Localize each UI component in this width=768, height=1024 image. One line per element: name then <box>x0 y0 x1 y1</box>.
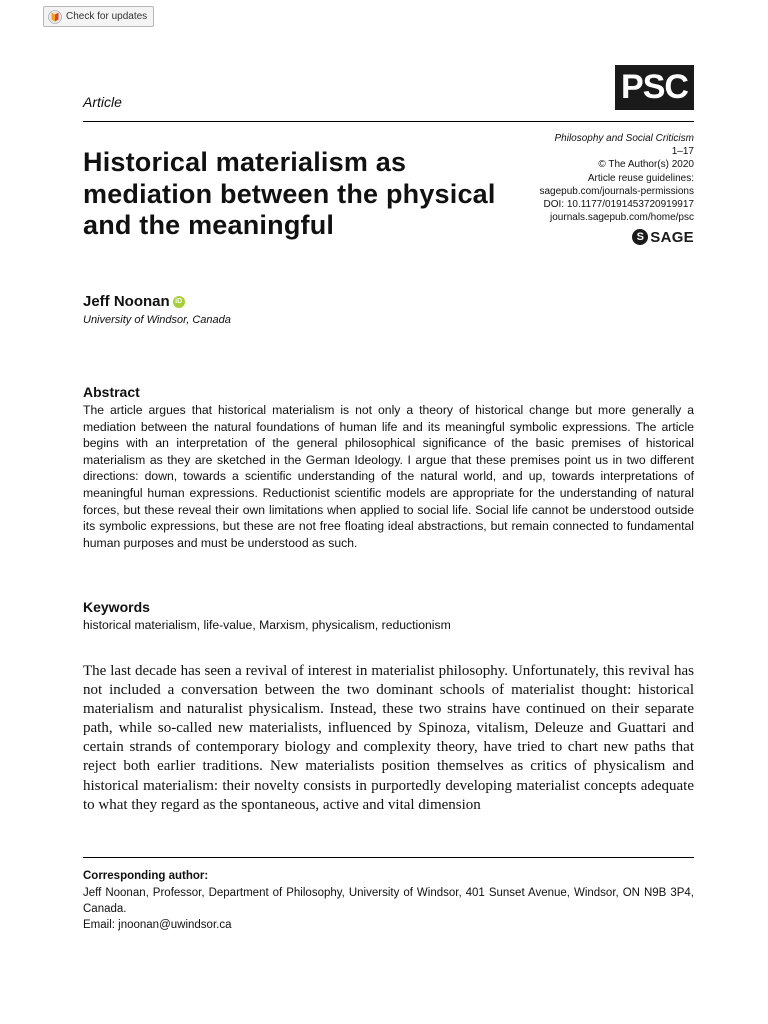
psc-journal-logo: PSC <box>615 65 694 110</box>
reuse-guidelines-label: Article reuse guidelines: <box>587 172 694 184</box>
author-name: Jeff Noonan <box>83 293 170 310</box>
author-line <box>83 293 185 310</box>
journal-name: Philosophy and Social Criticism <box>554 133 694 144</box>
article-title: Historical materialism as mediation between the physical and the meaningful <box>83 147 496 240</box>
body-paragraph: The last decade has seen a revival of interest in materialist philosophy. Unfortunately, this revival has not included a conversation between the two dominant schools of materialist thought: historical materialism and naturalist physicalism. Instead, these two strains have continued on their separate path, while so-called new materialists, influenced by Spinoza, vitalism, Deleuze and Guattari and certain strands of contemporary biology and complexity theory, have tried to chart new paths that reject both earlier traditions. New materialists position themselves as critics of physicalism and historical materialism: their novelty consists in purportedly developing materialist concepts adequate to what they regard as the spontaneous, active and vital dimension <box>83 663 694 813</box>
page-range: 1–17 <box>671 146 694 158</box>
abstract-heading: Abstract <box>83 384 140 400</box>
footnote-rule <box>83 857 694 858</box>
sage-logo <box>632 228 694 246</box>
abstract-text: The article argues that historical materialism is not only a theory of historical change but more generally a mediation between the natural foundations of human life and its meaningful symbolic expressions. The article begins with an interpretation of the general philosophical significance of the basic premises of historical materialism as they are sketched in the German Ideology. I argue that these premises point us in two different directions: down, towards a scientific understanding of the natural world, and up, towards interpretations of meaningful human expressions. Reductionist scientific models are appropriate for the understanding of natural forces, but these reveal their own limitations when applied to social life. Social life cannot be understood outside its symbolic expressions, but these are not free floating ideal abstractions, but remain connected to fundamental human purposes and must be understood as such. <box>83 403 694 550</box>
journal-home-link[interactable]: journals.sagepub.com/home/psc <box>550 212 694 224</box>
corresponding-author-heading: Corresponding author: <box>83 870 209 882</box>
check-for-updates-label: Check for updates <box>66 11 148 22</box>
author-affiliation: University of Windsor, Canada <box>83 314 231 326</box>
journal-metadata <box>539 132 694 224</box>
corresponding-author-address: Jeff Noonan, Professor, Department of Philosophy, University of Windsor, 401 Sunset Avenue, Windsor, ON N9B 3P4, Canada. <box>83 887 694 915</box>
sage-mark-icon: S <box>632 229 648 245</box>
sage-logo-text: SAGE <box>650 228 694 246</box>
article-type-label: Article <box>83 94 122 110</box>
check-for-updates-icon <box>48 10 62 24</box>
corresponding-author-details <box>83 885 694 933</box>
doi-link[interactable]: DOI: 10.1177/0191453720919917 <box>543 199 694 211</box>
check-for-updates-button[interactable] <box>43 6 154 27</box>
copyright-notice: © The Author(s) 2020 <box>598 159 694 171</box>
keywords-heading: Keywords <box>83 599 150 615</box>
header-rule <box>83 121 694 122</box>
corresponding-author-email[interactable]: Email: jnoonan@uwindsor.ca <box>83 919 232 931</box>
keywords-list: historical materialism, life-value, Marxism, physicalism, reductionism <box>83 618 451 632</box>
orcid-icon[interactable]: iD <box>173 296 185 308</box>
permissions-link[interactable]: sagepub.com/journals-permissions <box>539 185 694 197</box>
